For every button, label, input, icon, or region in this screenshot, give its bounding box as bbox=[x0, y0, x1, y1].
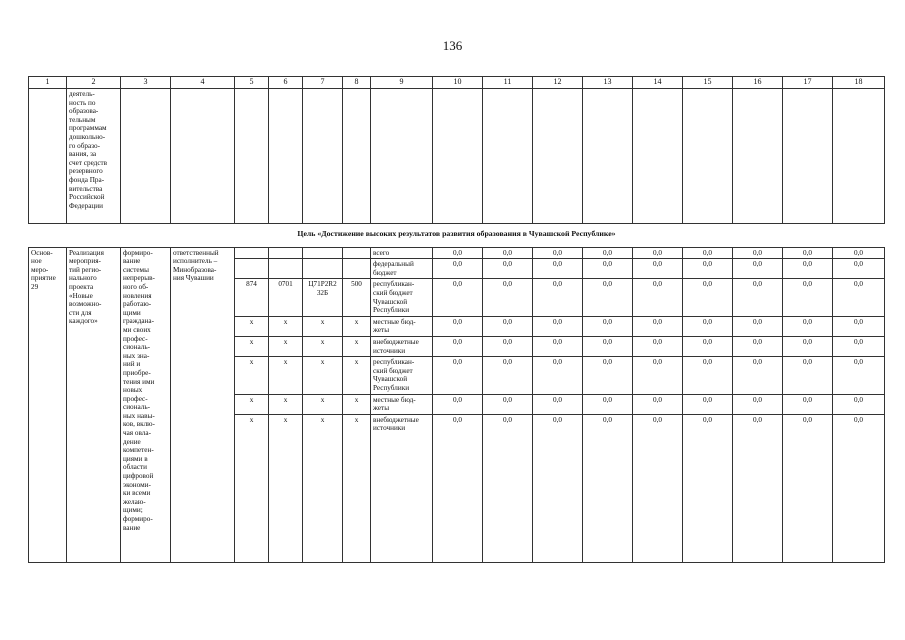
header-cell-11: 11 bbox=[483, 77, 533, 89]
header-cell-16: 16 bbox=[733, 77, 783, 89]
header-cell-7: 7 bbox=[303, 77, 343, 89]
header-cell-1: 1 bbox=[29, 77, 67, 89]
grbs-code-cell: х bbox=[235, 316, 269, 336]
page-number: 136 bbox=[442, 38, 463, 53]
value-cell-14: 0,0 bbox=[633, 316, 683, 336]
header-cell-12: 12 bbox=[533, 77, 583, 89]
target-article-cell: х bbox=[303, 357, 343, 394]
continuation-cell-1 bbox=[29, 89, 67, 224]
section-code-cell: 0701 bbox=[269, 279, 303, 316]
value-cell-16: 0,0 bbox=[733, 279, 783, 316]
budget-table bbox=[28, 76, 885, 563]
value-cell-17: 0,0 bbox=[783, 279, 833, 316]
value-cell-12: 0,0 bbox=[533, 259, 583, 279]
value-cell-12: 0,0 bbox=[533, 414, 583, 562]
continuation-cell-6 bbox=[269, 89, 303, 224]
value-cell-18: 0,0 bbox=[833, 394, 885, 414]
value-cell-15: 0,0 bbox=[683, 357, 733, 394]
value-cell-17: 0,0 bbox=[783, 336, 833, 356]
value-cell-18: 0,0 bbox=[833, 247, 885, 259]
value-cell-13: 0,0 bbox=[583, 316, 633, 336]
value-cell-16: 0,0 bbox=[733, 414, 783, 562]
value-cell-16: 0,0 bbox=[733, 357, 783, 394]
target-article-cell bbox=[303, 247, 343, 259]
header-cell-14: 14 bbox=[633, 77, 683, 89]
value-cell-15: 0,0 bbox=[683, 279, 733, 316]
continuation-cell-16 bbox=[733, 89, 783, 224]
value-cell-17: 0,0 bbox=[783, 316, 833, 336]
value-cell-11: 0,0 bbox=[483, 414, 533, 562]
target-article-cell bbox=[303, 259, 343, 279]
goal-row bbox=[29, 224, 885, 248]
value-cell-15: 0,0 bbox=[683, 247, 733, 259]
value-cell-18: 0,0 bbox=[833, 357, 885, 394]
value-cell-17: 0,0 bbox=[783, 394, 833, 414]
value-cell-16: 0,0 bbox=[733, 316, 783, 336]
continuation-cell-4 bbox=[171, 89, 235, 224]
funding-source-cell: внебюджетные источники bbox=[371, 336, 433, 356]
value-cell-14: 0,0 bbox=[633, 247, 683, 259]
value-cell-14: 0,0 bbox=[633, 279, 683, 316]
value-cell-16: 0,0 bbox=[733, 336, 783, 356]
value-cell-11: 0,0 bbox=[483, 279, 533, 316]
value-cell-13: 0,0 bbox=[583, 336, 633, 356]
value-cell-18: 0,0 bbox=[833, 414, 885, 562]
target-article-cell: х bbox=[303, 414, 343, 562]
value-cell-18: 0,0 bbox=[833, 316, 885, 336]
continuation-cell-17 bbox=[783, 89, 833, 224]
value-cell-17: 0,0 bbox=[783, 357, 833, 394]
value-cell-15: 0,0 bbox=[683, 394, 733, 414]
continuation-cell-5 bbox=[235, 89, 269, 224]
target-article-cell: Ц71Р2R2 32Б bbox=[303, 279, 343, 316]
header-cell-18: 18 bbox=[833, 77, 885, 89]
grbs-code-cell bbox=[235, 259, 269, 279]
value-cell-10: 0,0 bbox=[433, 357, 483, 394]
funding-source-cell: республикан- ский бюджет Чувашской Республики bbox=[371, 279, 433, 316]
header-cell-10: 10 bbox=[433, 77, 483, 89]
budget-table-sheet bbox=[28, 76, 880, 563]
header-row bbox=[29, 77, 885, 89]
continuation-cell-15 bbox=[683, 89, 733, 224]
header-cell-17: 17 bbox=[783, 77, 833, 89]
section-code-cell bbox=[269, 247, 303, 259]
value-cell-18: 0,0 bbox=[833, 279, 885, 316]
value-cell-13: 0,0 bbox=[583, 414, 633, 562]
grbs-code-cell: х bbox=[235, 357, 269, 394]
grbs-code-cell: х bbox=[235, 394, 269, 414]
continuation-cell-11 bbox=[483, 89, 533, 224]
grbs-code-cell: 874 bbox=[235, 279, 269, 316]
value-cell-14: 0,0 bbox=[633, 394, 683, 414]
value-cell-18: 0,0 bbox=[833, 259, 885, 279]
responsible-executor-cell: ответственный исполнитель – Минобразова- ния Чувашии bbox=[171, 247, 235, 562]
value-cell-11: 0,0 bbox=[483, 357, 533, 394]
value-cell-18: 0,0 bbox=[833, 336, 885, 356]
value-cell-17: 0,0 bbox=[783, 247, 833, 259]
value-cell-17: 0,0 bbox=[783, 414, 833, 562]
section-code-cell: х bbox=[269, 357, 303, 394]
section-code-cell bbox=[269, 259, 303, 279]
header-cell-6: 6 bbox=[269, 77, 303, 89]
value-cell-14: 0,0 bbox=[633, 259, 683, 279]
header-cell-2: 2 bbox=[67, 77, 121, 89]
header-cell-15: 15 bbox=[683, 77, 733, 89]
event-name-cell: Реализация мероприя- тий регио- нального проекта «Новые возможно- сти для каждого» bbox=[67, 247, 121, 562]
expense-type-cell bbox=[343, 259, 371, 279]
value-cell-12: 0,0 bbox=[533, 316, 583, 336]
value-cell-16: 0,0 bbox=[733, 394, 783, 414]
expense-type-cell: х bbox=[343, 336, 371, 356]
value-cell-15: 0,0 bbox=[683, 414, 733, 562]
value-cell-12: 0,0 bbox=[533, 247, 583, 259]
value-cell-16: 0,0 bbox=[733, 247, 783, 259]
continuation-cell-12 bbox=[533, 89, 583, 224]
continuation-cell-7 bbox=[303, 89, 343, 224]
value-cell-17: 0,0 bbox=[783, 259, 833, 279]
target-article-cell: х bbox=[303, 394, 343, 414]
expense-type-cell bbox=[343, 247, 371, 259]
funding-source-cell: всего bbox=[371, 247, 433, 259]
value-cell-14: 0,0 bbox=[633, 336, 683, 356]
continuation-cell-18 bbox=[833, 89, 885, 224]
section-code-cell: х bbox=[269, 316, 303, 336]
funding-source-cell: внебюджетные источники bbox=[371, 414, 433, 562]
value-cell-16: 0,0 bbox=[733, 259, 783, 279]
header-cell-3: 3 bbox=[121, 77, 171, 89]
target-article-cell: х bbox=[303, 336, 343, 356]
value-cell-14: 0,0 bbox=[633, 357, 683, 394]
event-description-cell: формиро- вание системы непрерыв- ного об- новления работаю- щими граждана- ми своих профес- сиональ- ных зна- ний и приобре- тения ими новых профес- сиональ- ных навы- ков, вклю- чая овла- дение компетен- циями в области цифровой экономи- ки всеми желаю- щими; формиро- вание bbox=[121, 247, 171, 562]
header-cell-4: 4 bbox=[171, 77, 235, 89]
event-number-cell: Основ- ное меро- приятие 29 bbox=[29, 247, 67, 562]
continuation-cell-14 bbox=[633, 89, 683, 224]
continuation-cell-3 bbox=[121, 89, 171, 224]
value-cell-10: 0,0 bbox=[433, 247, 483, 259]
section-code-cell: х bbox=[269, 414, 303, 562]
value-cell-10: 0,0 bbox=[433, 316, 483, 336]
expense-type-cell: х bbox=[343, 394, 371, 414]
value-cell-15: 0,0 bbox=[683, 316, 733, 336]
value-cell-10: 0,0 bbox=[433, 394, 483, 414]
expense-type-cell: 500 bbox=[343, 279, 371, 316]
value-cell-12: 0,0 bbox=[533, 357, 583, 394]
value-cell-12: 0,0 bbox=[533, 394, 583, 414]
grbs-code-cell: х bbox=[235, 414, 269, 562]
section-code-cell: х bbox=[269, 336, 303, 356]
continuation-cell-13 bbox=[583, 89, 633, 224]
continuation-row bbox=[29, 89, 885, 224]
value-cell-11: 0,0 bbox=[483, 336, 533, 356]
target-article-cell: х bbox=[303, 316, 343, 336]
value-cell-15: 0,0 bbox=[683, 336, 733, 356]
value-cell-11: 0,0 bbox=[483, 316, 533, 336]
header-cell-13: 13 bbox=[583, 77, 633, 89]
funding-source-cell: республикан- ский бюджет Чувашской Республики bbox=[371, 357, 433, 394]
value-cell-10: 0,0 bbox=[433, 414, 483, 562]
value-cell-11: 0,0 bbox=[483, 394, 533, 414]
header-cell-8: 8 bbox=[343, 77, 371, 89]
funding-source-cell: федеральный бюджет bbox=[371, 259, 433, 279]
continuation-cell-2: деятель- ность по образова- тельным программам дошкольно- го образо- вания, за счет средств резервного фонда Пра- вительства Российской Федерации bbox=[67, 89, 121, 224]
funding-source-cell: местные бюд- жеты bbox=[371, 394, 433, 414]
value-cell-13: 0,0 bbox=[583, 394, 633, 414]
value-cell-14: 0,0 bbox=[633, 414, 683, 562]
grbs-code-cell: х bbox=[235, 336, 269, 356]
value-cell-10: 0,0 bbox=[433, 279, 483, 316]
expense-type-cell: х bbox=[343, 316, 371, 336]
continuation-cell-10 bbox=[433, 89, 483, 224]
header-cell-9: 9 bbox=[371, 77, 433, 89]
section-code-cell: х bbox=[269, 394, 303, 414]
grbs-code-cell bbox=[235, 247, 269, 259]
value-cell-12: 0,0 bbox=[533, 279, 583, 316]
value-cell-11: 0,0 bbox=[483, 247, 533, 259]
continuation-cell-8 bbox=[343, 89, 371, 224]
value-cell-10: 0,0 bbox=[433, 336, 483, 356]
value-cell-12: 0,0 bbox=[533, 336, 583, 356]
continuation-cell-9 bbox=[371, 89, 433, 224]
value-cell-10: 0,0 bbox=[433, 259, 483, 279]
goal-heading: Цель «Достижение высоких результатов развития образования в Чувашской Республике» bbox=[29, 224, 885, 248]
value-cell-13: 0,0 bbox=[583, 247, 633, 259]
header-cell-5: 5 bbox=[235, 77, 269, 89]
expense-type-cell: х bbox=[343, 357, 371, 394]
value-cell-13: 0,0 bbox=[583, 357, 633, 394]
value-cell-13: 0,0 bbox=[583, 259, 633, 279]
value-cell-13: 0,0 bbox=[583, 279, 633, 316]
expense-type-cell: х bbox=[343, 414, 371, 562]
value-cell-15: 0,0 bbox=[683, 259, 733, 279]
table-row bbox=[29, 247, 885, 259]
funding-source-cell: местные бюд- жеты bbox=[371, 316, 433, 336]
value-cell-11: 0,0 bbox=[483, 259, 533, 279]
